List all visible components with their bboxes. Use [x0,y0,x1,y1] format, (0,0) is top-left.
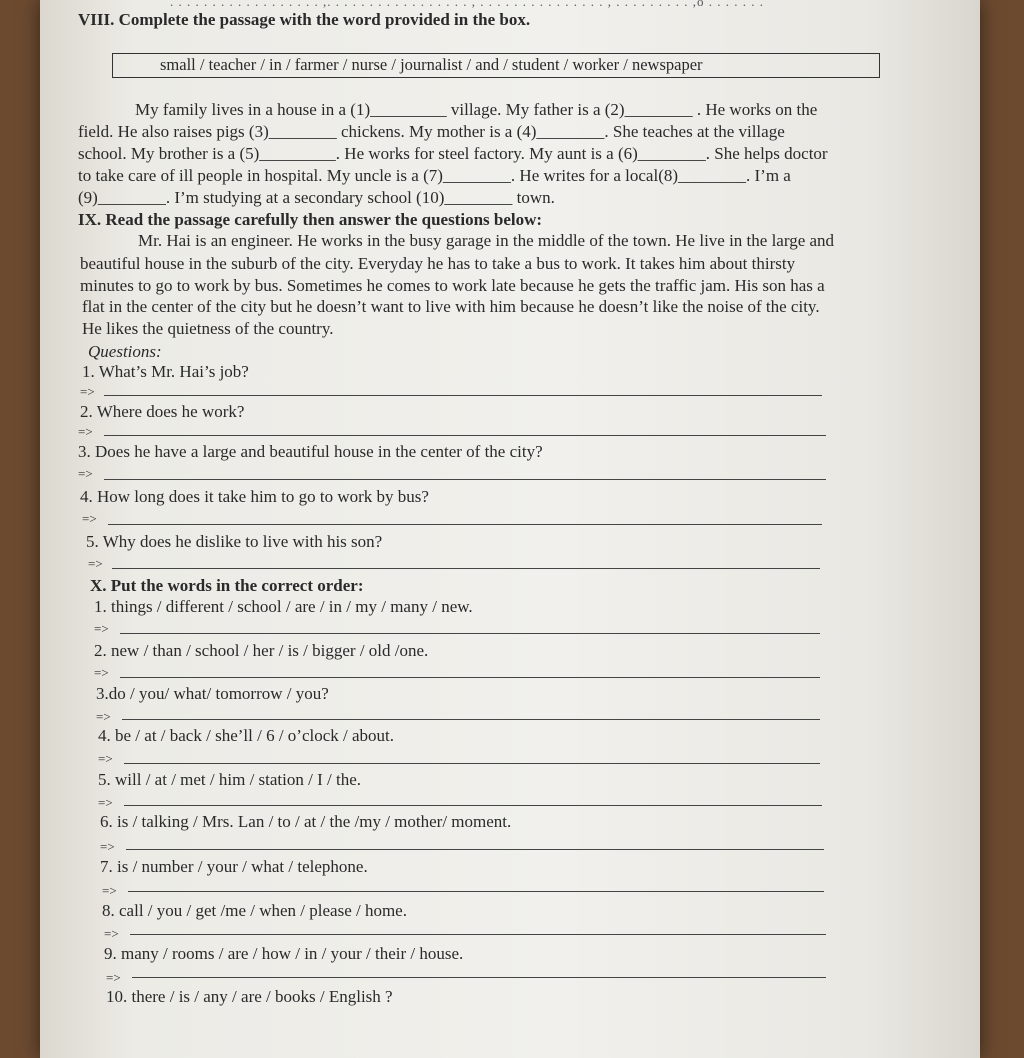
s8-passage-line-4: to take care of ill people in hospital. My uncle is a (7)________. He writes for a local(8)________. I’m a [78,166,791,185]
question-4: 4. How long does it take him to go to work by bus? [80,487,429,506]
s8-passage-line-1: My family lives in a house in a (1)_________ village. My father is a (2)________ . He works on the [135,100,818,119]
order-arrow-5: => [98,795,113,810]
order-item-8: 8. call / you / get /me / when / please / home. [102,901,407,920]
question-2: 2. Where does he work? [80,402,245,421]
order-item-4: 4. be / at / back / she’ll / 6 / o’clock / about. [98,726,395,745]
order-item-2: 2. new / than / school / her / is / bigger / old /one. [94,641,429,660]
s8-passage-line-2: field. He also raises pigs (3)________ chickens. My mother is a (4)________. She teaches at the village [78,122,785,141]
section-x-title: X. Put the words in the correct order: [90,576,364,595]
order-line-6[interactable] [126,849,824,850]
order-item-10: 10. there / is / any / are / books / English ? [106,987,393,1006]
order-line-9[interactable] [132,977,826,978]
order-line-2[interactable] [120,677,820,678]
order-arrow-4: => [98,751,113,766]
s8-passage-line-5: (9)________. I’m studying at a secondary school (10)________ town. [78,188,555,207]
answer-line-1[interactable] [104,395,822,396]
answer-line-4[interactable] [108,524,822,525]
questions-heading: Questions: [88,342,162,361]
order-item-7: 7. is / number / your / what / telephone. [100,857,368,876]
order-arrow-8: => [104,926,119,941]
order-item-1: 1. things / different / school / are / in / my / many / new. [94,597,473,616]
s9-passage-line-3: minutes to go to work by bus. Sometimes he comes to work late because he gets the traffic jam. His son has a [80,276,825,295]
answer-arrow-1: => [80,384,95,399]
order-line-7[interactable] [128,891,824,892]
s9-passage-line-2: beautiful house in the suburb of the city. Everyday he has to take a bus to work. It takes him about thirsty [80,254,796,273]
answer-line-3[interactable] [104,479,826,480]
order-line-1[interactable] [120,633,820,634]
answer-arrow-5: => [88,556,103,571]
order-item-6: 6. is / talking / Mrs. Lan / to / at / the /my / mother/ moment. [100,812,512,831]
order-arrow-1: => [94,621,109,636]
s9-passage-line-5: He likes the quietness of the country. [82,319,334,338]
order-arrow-9: => [106,970,121,985]
order-arrow-2: => [94,665,109,680]
s9-passage-line-4: flat in the center of the city but he doesn’t want to live with him because he doesn’t like the noise of the city. [82,297,820,316]
section-ix-title: IX. Read the passage carefully then answer the questions below: [78,210,543,229]
order-item-5: 5. will / at / met / him / station / I / the. [98,770,362,789]
question-1: 1. What’s Mr. Hai’s job? [82,362,249,381]
order-line-4[interactable] [124,763,820,764]
answer-arrow-2: => [78,424,93,439]
answer-line-5[interactable] [112,568,820,569]
word-box [112,53,880,78]
order-item-3: 3.do / you/ what/ tomorrow / you? [96,684,329,703]
order-line-5[interactable] [124,805,822,806]
order-item-9: 9. many / rooms / are / how / in / your / their / house. [104,944,464,963]
order-line-3[interactable] [122,719,820,720]
s8-passage-line-3: school. My brother is a (5)_________. He works for steel factory. My aunt is a (6)________. She helps doctor [78,144,828,163]
s9-passage-line-1: Mr. Hai is an engineer. He works in the busy garage in the middle of the town. He live in the large and [138,231,835,250]
order-arrow-3: => [96,709,111,724]
section-viii-title: VIII. Complete the passage with the word provided in the box. [78,10,531,29]
word-box-text: small / teacher / in / farmer / nurse / journalist / and / student / worker / newspaper [160,55,703,74]
order-line-8[interactable] [130,934,826,935]
dotted-line-top: . . . . . . . . . . . . . . . . . . ,. . . . . . . . . . . . . . . . . , . . . . . . . . . . . . . . . , . . . . . . . . . ,o . . . . . . . [170,0,764,9]
question-3: 3. Does he have a large and beautiful house in the center of the city? [78,442,543,461]
question-5: 5. Why does he dislike to live with his son? [86,532,383,551]
answer-line-2[interactable] [104,435,826,436]
answer-arrow-3: => [78,466,93,481]
order-arrow-7: => [102,883,117,898]
order-arrow-6: => [100,839,115,854]
answer-arrow-4: => [82,511,97,526]
